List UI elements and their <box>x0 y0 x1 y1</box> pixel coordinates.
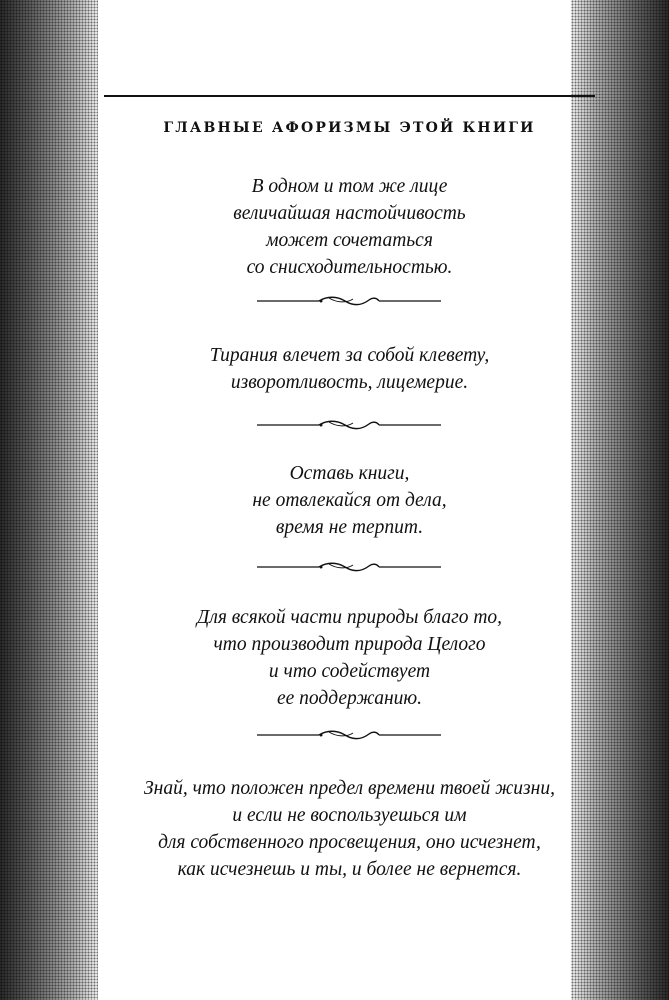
aphorism-line: и что содействует <box>268 661 431 682</box>
top-rule <box>104 95 595 97</box>
aphorism-line: может сочетаться <box>266 230 433 251</box>
aphorism-1 <box>104 173 595 281</box>
aphorism-line: величайшая настойчивость <box>233 203 466 224</box>
aphorism-4 <box>104 604 595 712</box>
aphorism-line: Для всякой части природы благо то, <box>196 607 503 628</box>
aphorism-line: изворотливость, лицемерие. <box>230 372 469 393</box>
aphorism-line: время не терпит. <box>275 517 424 538</box>
page-heading: ГЛАВНЫЕ АФОРИЗМЫ ЭТОЙ КНИГИ <box>163 120 536 136</box>
aphorism-3 <box>104 460 595 541</box>
aphorism-line: как исчезнешь и ты, и более не вернется. <box>177 859 522 880</box>
aphorism-line: и если не воспользуешься им <box>232 805 467 826</box>
flourish-divider-icon <box>257 728 441 742</box>
flourish-divider-icon <box>257 560 441 574</box>
aphorism-line: не отвлекайся от дела, <box>252 490 447 511</box>
aphorism-line: Знай, что положен предел времени твоей жизни, <box>144 778 555 799</box>
aphorism-line: что производит природа Целого <box>213 634 486 655</box>
aphorism-5 <box>104 775 595 883</box>
flourish-divider-icon <box>257 294 441 308</box>
aphorism-2 <box>104 342 595 396</box>
aphorism-line: Оставь книги, <box>289 463 410 484</box>
aphorism-line: ее поддержанию. <box>277 688 422 709</box>
aphorism-line: В одном и том же лице <box>251 176 448 197</box>
aphorism-line: Тирания влечет за собой клевету, <box>209 345 490 366</box>
aphorism-line: для собственного просвещения, оно исчезнет, <box>158 832 541 853</box>
aphorism-line: со снисходительностью. <box>246 257 453 278</box>
halftone-page-edge-left <box>0 0 98 1000</box>
flourish-divider-icon <box>257 418 441 432</box>
